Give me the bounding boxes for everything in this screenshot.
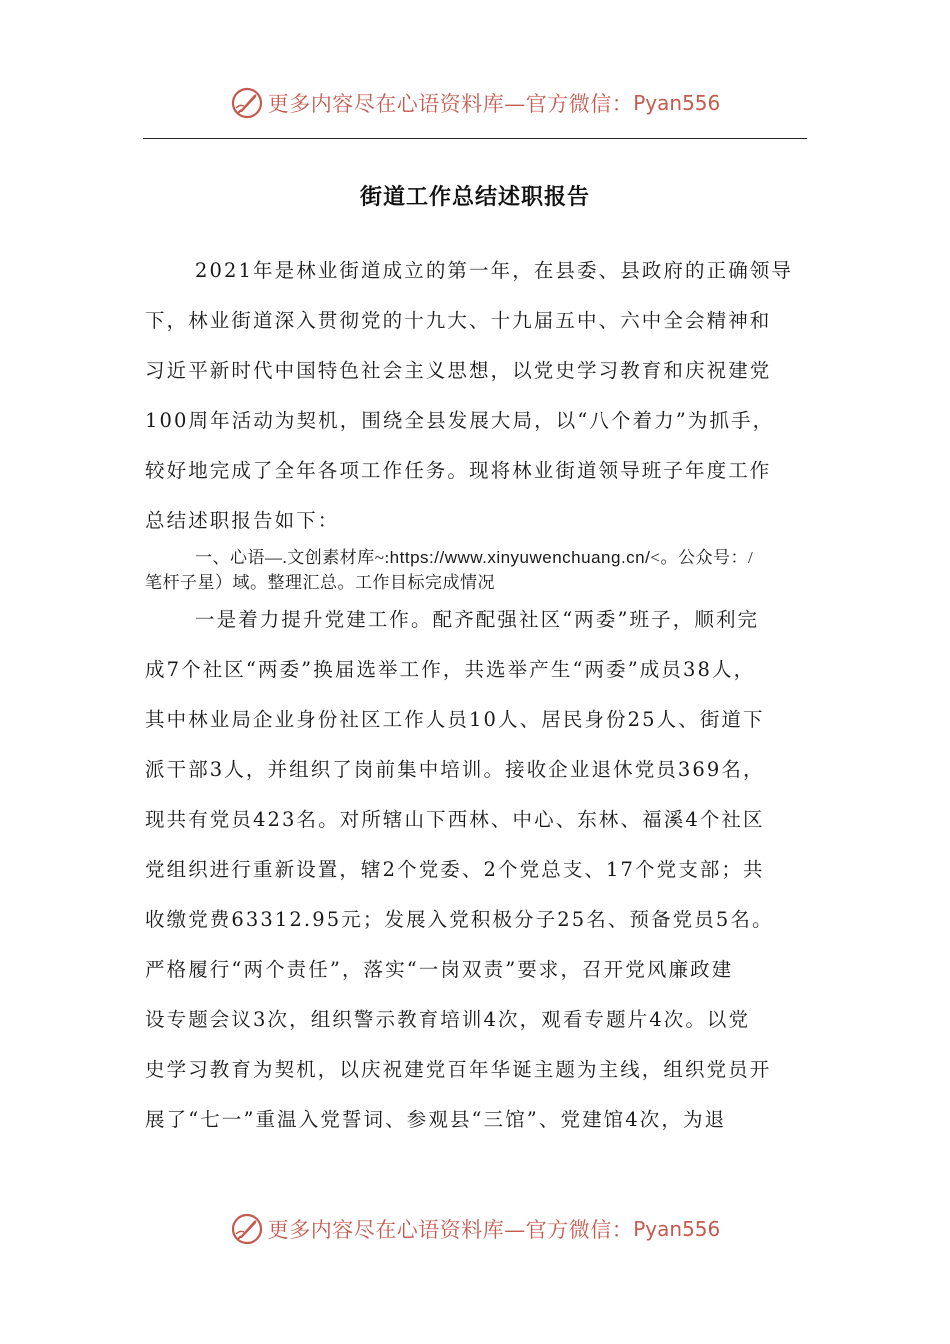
section-heading-suffix: <。公众号：/ [650, 548, 754, 567]
text-line: 习近平新时代中国特色社会主义思想，以党史学习教育和庆祝建党 [145, 359, 772, 382]
wechat-id: Pyan556 [633, 91, 721, 115]
text-line: 下，林业街道深入贯彻党的十九大、十九届五中、六中全会精神和 [145, 309, 772, 332]
footer-banner [0, 1209, 950, 1249]
text-line: 成7个社区“两委”换届选举工作，共选举产生“两委”成员38人， [145, 658, 756, 681]
text-line: 一是着力提升党建工作。配齐配强社区“两委”班子，顺利完 [195, 608, 760, 631]
text-line: 总结述职报告如下： [145, 509, 340, 532]
text-line: 其中林业局企业身份社区工作人员10人、居民身份25人、街道下 [145, 708, 765, 731]
intro-paragraph [145, 246, 815, 546]
quill-pen-logo-icon [230, 86, 264, 120]
text-line: 设专题会议3次，组织警示教育培训4次，观看专题片4次。以党 [145, 1008, 751, 1031]
banner-text: 更多内容尽在心语资料库—官方微信： [267, 1218, 634, 1242]
text-line: 党组织进行重新设置，辖2个党委、2个党总支、17个党支部；共 [145, 858, 765, 881]
header-divider [143, 138, 807, 139]
text-line: 100周年活动为契机，围绕全县发展大局，以“八个着力”为抓手， [145, 409, 775, 432]
section-heading-prefix: 一、心语—.文创素材库~: [195, 548, 390, 567]
section-heading-line-1 [145, 545, 815, 570]
quill-pen-logo-icon [230, 1212, 264, 1246]
text-line: 现共有党员423名。对所辖山下西林、中心、东林、福溪4个社区 [145, 808, 765, 831]
text-line: 严格履行“两个责任”，落实“一岗双责”要求，召开党风廉政建 [145, 958, 734, 981]
text-line: 派干部3人，并组织了岗前集中培训。接收企业退休党员369名， [145, 758, 765, 781]
text-line: 收缴党费63312.95元；发展入党积极分子25名、预备党员5名。 [145, 908, 774, 931]
banner-text: 更多内容尽在心语资料库—官方微信： [267, 92, 634, 116]
text-line: 较好地完成了全年各项工作任务。现将林业街道领导班子年度工作 [145, 459, 772, 482]
wechat-id: Pyan556 [633, 1217, 721, 1241]
website-url-text: https://www.xinyuwenchuang.cn/ [389, 548, 651, 567]
document-title: 街道工作总结述职报告 [359, 185, 590, 210]
body-paragraph [145, 595, 815, 1145]
section-heading [145, 545, 815, 595]
text-line: 2021年是林业街道成立的第一年，在县委、县政府的正确领导 [195, 259, 794, 282]
header-banner [0, 83, 950, 123]
section-heading-line-2: 笔杆子星）域。整理汇总。工作目标完成情况 [145, 573, 495, 592]
text-line: 展了“七一”重温入党誓词、参观县“三馆”、党建馆4次，为退 [145, 1108, 727, 1131]
text-line: 史学习教育为契机，以庆祝建党百年华诞主题为主线，组织党员开 [145, 1058, 772, 1081]
